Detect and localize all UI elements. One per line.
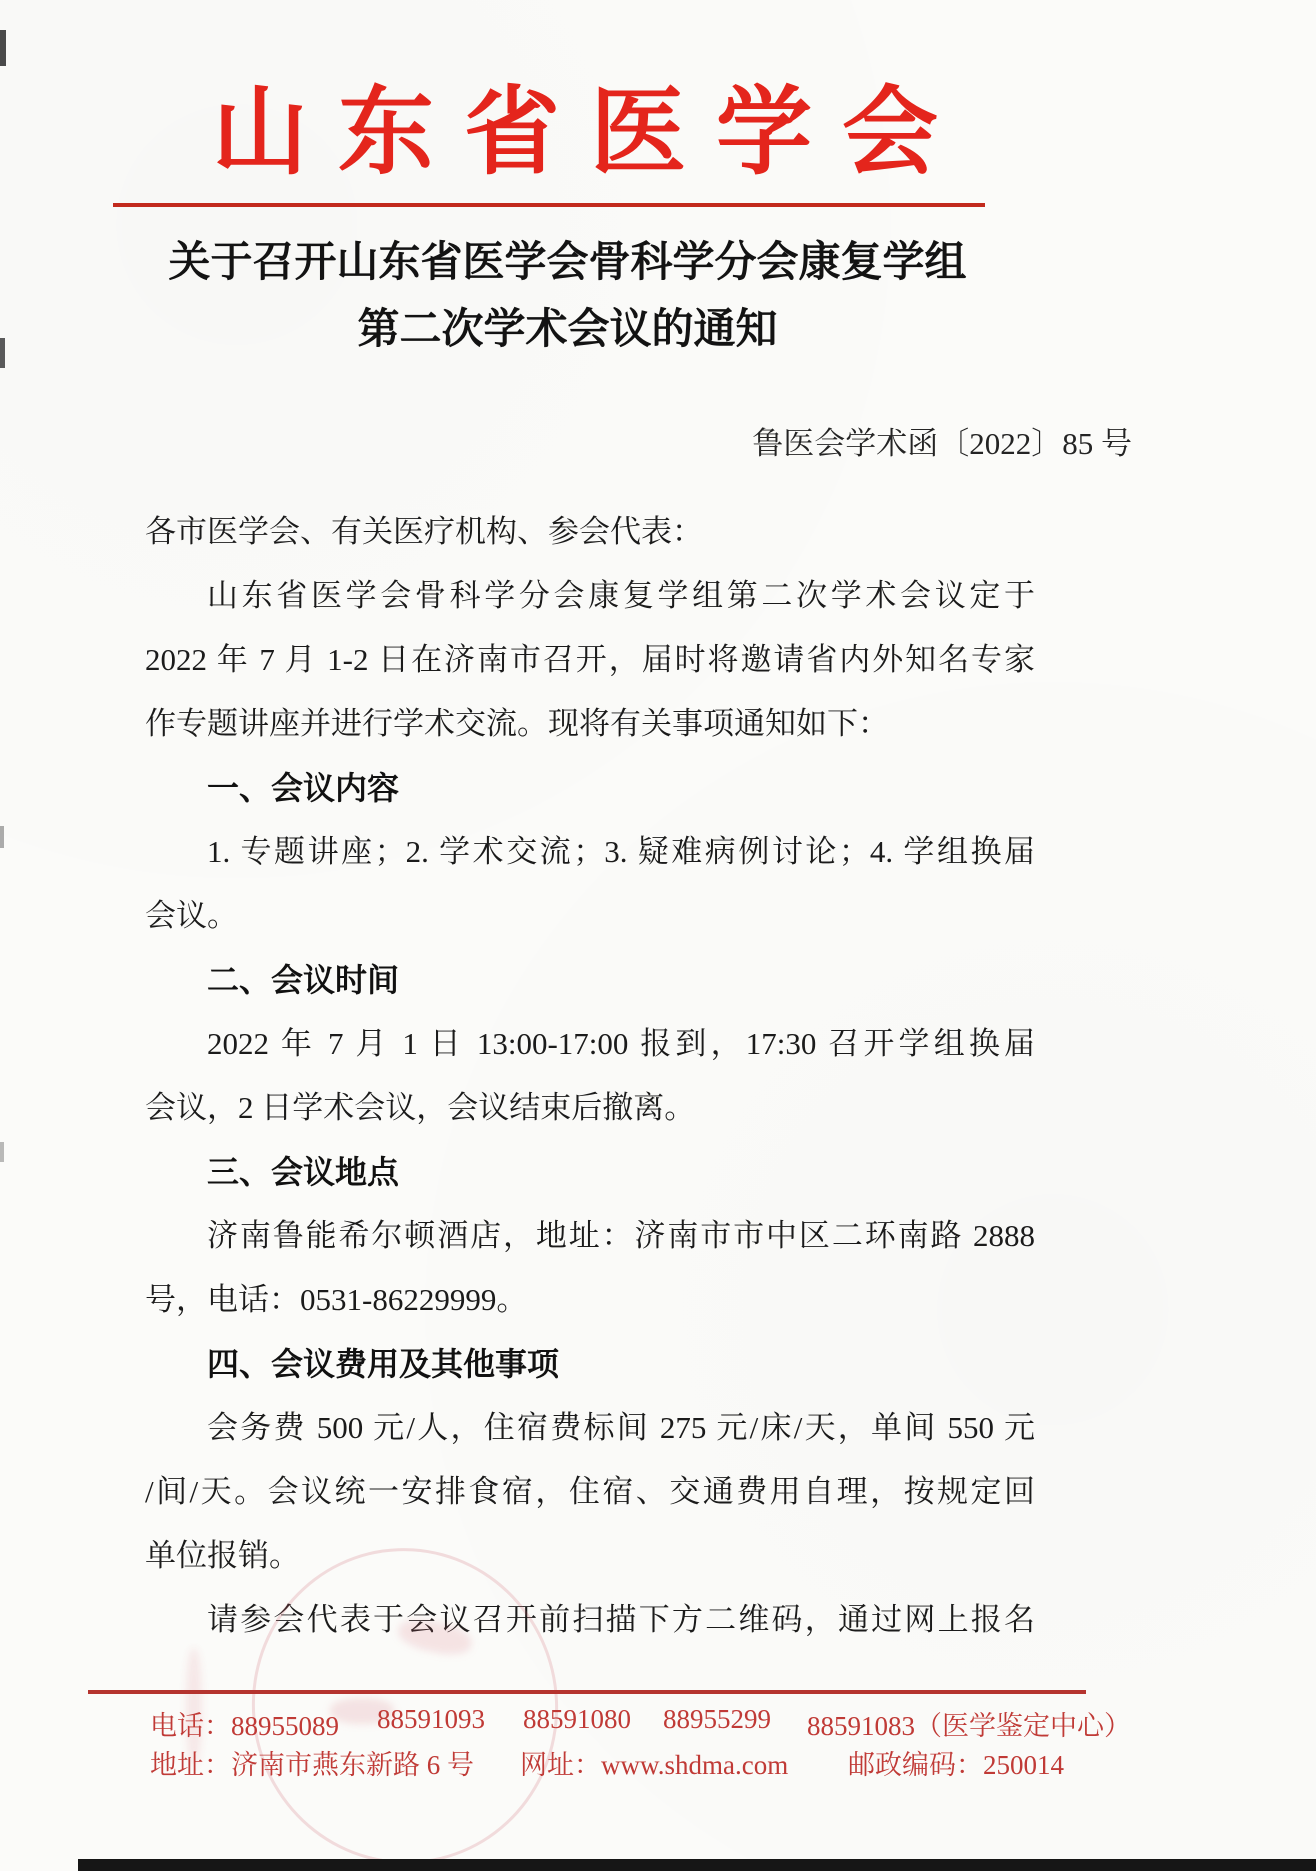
paragraph-line: 请参会代表于会议召开前扫描下方二维码，通过网上报名 (207, 1602, 1035, 1637)
notice-title (0, 230, 1135, 364)
scan-edge-speck (0, 338, 5, 368)
footer-phone-2: 88591093 (377, 1704, 485, 1734)
paragraph-line: 会议。 (145, 898, 238, 933)
paragraph-line: 作专题讲座并进行学术交流。现将有关事项通知如下： (145, 706, 889, 741)
section-heading-1: 一、会议内容 (207, 770, 400, 806)
scan-bottom-edge (78, 1859, 1316, 1871)
footer-divider-line (88, 1690, 1086, 1694)
footer-phone-5: 88591083（医学鉴定中心） (807, 1711, 1131, 1741)
section-heading-2: 二、会议时间 (207, 962, 400, 998)
paragraph-line: 济南鲁能希尔顿酒店，地址：济南市市中区二环南路 2888 (207, 1218, 1035, 1253)
scan-edge-speck (0, 1142, 4, 1162)
footer-address: 地址：济南市燕东新路 6 号 (150, 1750, 474, 1780)
scan-edge-speck (0, 30, 6, 66)
paragraph-line: 2022 年 7 月 1 日 13:00-17:00 报到，17:30 召开学组换届 (207, 1026, 1035, 1061)
masthead-divider-line (113, 203, 985, 207)
paragraph-line: 会议，2 日学术会议，会议结束后撤离。 (145, 1090, 696, 1125)
footer-phone-1: 电话：88955089 (150, 1711, 339, 1741)
notice-body (145, 500, 1035, 1652)
paragraph-line: 1. 专题讲座；2. 学术交流；3. 疑难病例讨论；4. 学组换届 (207, 834, 1035, 869)
notice-title-line-2: 第二次学术会议的通知 (357, 307, 778, 353)
paragraph-line: 山东省医学会骨科学分会康复学组第二次学术会议定于 (207, 578, 1035, 613)
org-title: 山东省医学会 (212, 79, 968, 186)
scan-edge-speck (0, 826, 4, 848)
paragraph-line: 会务费 500 元/人，住宿费标间 275 元/床/天，单间 550 元 (207, 1410, 1035, 1445)
paragraph-line: /间/天。会议统一安排食宿，住宿、交通费用自理，按规定回 (145, 1474, 1035, 1509)
salutation: 各市医学会、有关医疗机构、参会代表： (145, 514, 703, 549)
paragraph-line: 单位报销。 (145, 1538, 300, 1573)
section-heading-3: 三、会议地点 (207, 1154, 400, 1190)
paragraph-line: 2022 年 7 月 1-2 日在济南市召开，届时将邀请省内外知名专家 (145, 642, 1035, 677)
footer-postal-code: 邮政编码：250014 (848, 1750, 1064, 1780)
footer-phone-3: 88591080 (523, 1704, 631, 1734)
footer-phone-4: 88955299 (663, 1704, 771, 1734)
document-number: 鲁医会学术函〔2022〕85 号 (752, 426, 1132, 461)
footer-website: 网址：www.shdma.com (520, 1750, 789, 1780)
paragraph-line: 号，电话：0531-86229999。 (145, 1282, 528, 1317)
section-heading-4: 四、会议费用及其他事项 (207, 1346, 560, 1382)
notice-title-line-1: 关于召开山东省医学会骨科学分会康复学组 (168, 240, 967, 286)
